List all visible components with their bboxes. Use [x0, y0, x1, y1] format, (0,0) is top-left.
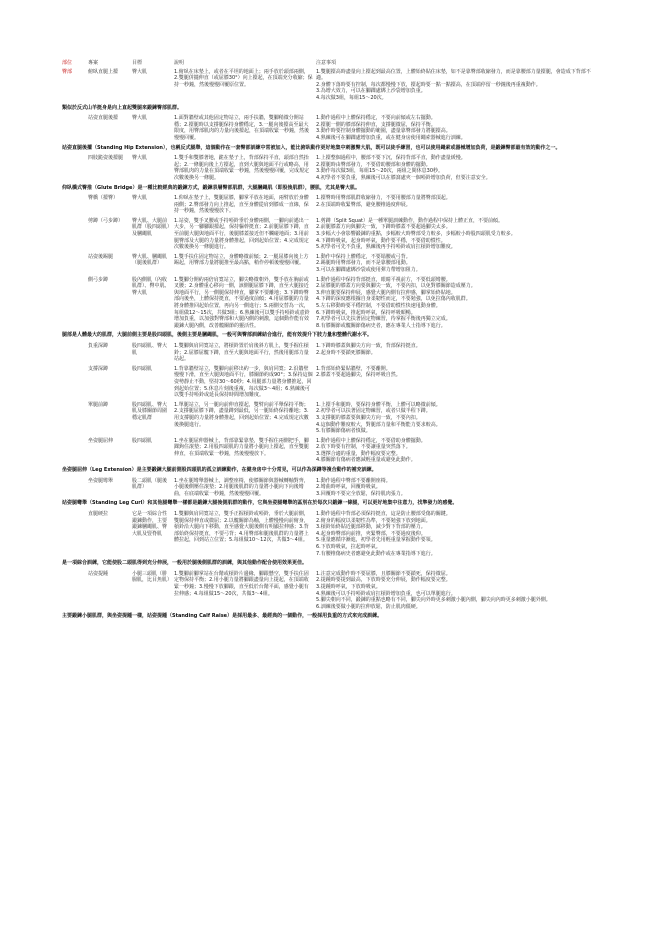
exercise-description: 1.雙手扶住固定物站立，身體略微前傾；2.一腿屈膝向後上方踢起，用臀部力量將腿推至最高點，稍作停頓後慢慢回覆。	[174, 253, 309, 267]
body-part-empty	[62, 343, 88, 363]
header-item: 專案	[88, 60, 99, 66]
exercise-name: 臀橋（擡臀）	[88, 195, 119, 202]
exercise-target: 臀大肌	[132, 155, 148, 162]
exercise-target: 臀大肌、大腿前肌群（股四頭肌）及膕繩肌	[132, 217, 170, 238]
exercise-notes: 1.擡臀時用臀部肌群收縮發力，不要用腰部力量將臀部頂起。 2.在頂端時收緊臀部，避免腰椎過度伸展。	[316, 195, 451, 208]
exercise-notes: 1.動作過程中背部必須保持挺直，這是防止腰部受傷的關鍵。 2.俯身的幅度以柔韌性為準，不要勉強下放到地面。 3.槓鈴始終貼近腿部移動，減少對下背部的壓力。 4.起身時臀部向前推，夾緊臀部，不要過度後仰。 5.重量應循序漸進，初學者先用輕重量掌握動作要領。 6.下放時吸氣，拉起時呼氣。 7.有腰椎傷病史者應避免此動作或在專業指導下進行。	[316, 511, 451, 557]
table-row	[62, 277, 600, 330]
exercise-description: 1.單腿站立，另一腿向前伸直擡起，雙臂向前平舉保持平衡；2.支撐腿屈膝下蹲，盡量蹲到最低，另一腿始終保持離地；3.用支撐腿的力量將身體推起，回到起始位置；4.完成規定次數後換腿進行。	[174, 401, 309, 428]
section-note: 主要鍛鍊小腿肌群，與坐姿提踵一樣，站姿提踵（Standing Calf Raise）是採用最多、最經典的一個動作，一般採用負重的方式來完成訓練。	[62, 613, 383, 620]
exercise-target: 它是一項綜合性鍛鍊動作，主要鍛鍊膕繩肌、臀大肌及豎脊肌	[132, 511, 168, 537]
exercise-table	[62, 60, 600, 624]
header-target: 目標	[132, 60, 143, 66]
exercise-notes: 1.上擡整個過程中，腰部不要下沉，保持背部平直，動作盡量緩慢。 2.擡腿時由臀部發力，不要借助腰部和身體的擺動。 3.動作每次做3組，每組15～20次，兩組之間休息30秒。 4.初學者不要負重，熟練後可以在膝窩處夾一個啞鈴增加負荷，但要注意安全。	[316, 155, 491, 181]
exercise-description: 1.站姿，雙手叉腰或手持啞鈴垂於身體兩側，一腳向前邁出一大步，另一腳腳跟擡起，保持軀幹挺直；2.前腿屈膝下蹲，直至前腿大腿與地面平行，後腿膝蓋接近但不觸碰地面；3.用前腿臀部及大腿的力量將身體推起，回到起始位置；4.完成規定次數後換另一條腿進行。	[174, 217, 309, 251]
body-part-empty	[62, 438, 88, 464]
exercise-description: 1.背靠牆壁站立，雙腳向前移出約一步，與肩同寬；2.沿牆壁慢慢下滑，直至大腿與地面平行，膝關節約成90°；3.保持這個姿勢靜止不動，堅持30～60秒；4.用腿部力量將身體推起，回到起始位置；5.休息片刻後重複，每次做3～4組；6.熟練後可以雙手持啞鈴或延長保持時間增加難度。	[174, 365, 313, 399]
table-row	[62, 115, 600, 141]
exercise-name: 俯臥直腿上擡	[88, 68, 119, 75]
header-notes: 注意事項	[316, 60, 337, 66]
header-part: 部位	[62, 60, 73, 66]
section-note: 坐姿腿屈伸（Leg Extension）是主要鍛鍊大腿前側股四頭肌的孤立訓練動作，在健身房中十分常見，可以作為深蹲等複合動作的補充訓練。	[62, 467, 377, 474]
table-row	[62, 343, 600, 363]
exercise-target: 股四頭肌、臀大肌	[132, 342, 168, 356]
body-part-empty	[62, 478, 88, 498]
exercise-description: 1.俯臥在床墊上，或者在平坦的地面上；兩手放於頭部兩側，2.雙腿併攏伸直（或屈膝30°）向上擡起，在頂端充分收縮；保持一秒鐘，然後慢慢回覆原位置。	[174, 68, 313, 88]
exercise-description: 1.仰臥在墊子上，雙腿屈膝，腳掌平放在地面，兩臂放於身體兩側；2.臀部發力向上推起，直至身體從肩到膝成一直線，保持一秒鐘，然後慢慢放下。	[174, 195, 309, 215]
section-note: 是一項綜合訓練，它能使股二頭肌得到充分伸展，一般用於腿後側肌群的訓練，與其他動作配合使用效果更佳。	[62, 560, 308, 567]
exercise-target: 臀大肌	[132, 115, 148, 122]
section-note: 站姿腿彎舉（Standing Leg Curl）和其他腿彎舉一樣都是鍛鍊大腿後側肌群的動作，它與坐姿腿彎舉的區別在於每次只鍛鍊一條腿，可以更好地集中注意力，找準發力的感覺。	[62, 500, 458, 507]
section-note: 仰臥橋式臀推（Glute Bridge）是一種比較經典的鍛鍊方式，鍛鍊表層臀部肌群，大腿膕繩肌（即股後肌群），腰肌，尤其是臀大肌。	[62, 184, 360, 191]
exercise-name: 側弓步蹲	[88, 276, 109, 283]
body-part-empty	[62, 402, 88, 435]
exercise-target: 股四頭肌、臀大肌及膝關節周圍穩定肌群	[132, 401, 168, 421]
exercise-notes: 1.剪蹲（Split Squat）是一種單腿訓練動作，動作過程中保持上體正直，不要前傾。 2.前腿膝蓋方向與腳尖一致，下蹲時膝蓋不要超過腳尖太多。 3.步幅大小會影響鍛鍊的重點，步幅較大時臀部受力較多，步幅較小時股四頭肌受力較多。 4.下蹲時吸氣，起身時呼氣，動作要平穩，不要借助慣性。 5.初學者可先不負重，熟練後再手持啞鈴或肩扛槓鈴增加難度。	[316, 217, 516, 251]
table-row	[62, 571, 600, 611]
exercise-name: 站姿直腿後擡	[88, 115, 119, 122]
table-row	[62, 195, 600, 215]
body-part-empty	[62, 366, 88, 399]
body-part-empty	[62, 115, 88, 141]
exercise-target: 小腿三頭肌（腓腸肌，比目魚肌）	[132, 570, 173, 584]
exercise-target: 股內側肌（內收肌群）、臀中肌、臀大肌	[132, 276, 170, 296]
exercise-name: 負重深蹲	[88, 342, 109, 349]
exercise-name: 坐姿腿屈伸	[88, 437, 114, 444]
exercise-target: 股四頭肌	[132, 437, 153, 444]
exercise-description: 1.坐在腿屈伸器械上，背部靠緊靠墊，雙手握住兩側把手，腳踝鉤住滾墊；2.用股四頭肌的力量將小腿向上擡起，直至雙腿伸直，在頂端收緊一秒鐘，然後慢慢放下。	[174, 437, 309, 457]
body-part-empty	[62, 195, 88, 215]
body-part-empty	[62, 511, 88, 557]
exercise-notes: 1.上擡手和腿時，要保持身體平衡，上體可以略微前傾。 2.初學者可以扶著固定物練習，或者只做半程下蹲。 3.支撐腿的膝蓋要與腳尖方向一致，不要內扣。 4.這個動作難度較大，對腿部力量和平衡能力要求較高。 5.有膝關節傷病者慎做。	[316, 401, 441, 435]
table-row	[62, 438, 600, 464]
body-part: 臀部	[62, 68, 73, 75]
exercise-description: 1.雙腳分開約兩倍肩寬站立，腳尖略微朝外，雙手放在胸前或叉腰；2.身體重心移向一側，該側腿屈膝下蹲，直至大腿接近與地面平行，另一側腿保持伸直，腳掌不要離地；3.下蹲時臀部向後坐，上體保持挺直，不要過度前傾；4.用屈膝腿的力量將身體推回起始位置，再向另一側進行；5.兩側交替為一次，每組做12～15次，共做3組；6.熟練後可以雙手持啞鈴或壺鈴增加負重，以加強對臀部和大腿內側的刺激，這個動作能有效鍛鍊大腿內側，改善髖關節的靈活性。	[174, 276, 310, 329]
exercise-description: 1.雙腳與肩同寬站立，雙手正握槓鈴或啞鈴，垂於大腿前側，雙腿保持伸直或微屈；2.以髖關節為軸，上體慢慢向前俯身，槓鈴沿大腿向下移動，直至感覺大腿後側有明顯拉伸感；3.背部始終保持挺直，不要弓背；4.用臀部和腿後肌群的力量將上體拉起，回到站立位置；5.每組做10～12次，共做3～4組。	[174, 511, 309, 544]
table-header-row	[62, 60, 600, 67]
section-note: 類似於反式山羊挺身是向上直起雙腿來鍛鍊臀部肌群。	[62, 104, 183, 111]
table-row	[62, 511, 600, 557]
exercise-description: 1.坐在腿彎舉器械上，調整座椅，使膝關節與器械轉軸對齊，小腿後側壓住滾墊；2.用腿後肌群的力量將小腿向下向後彎曲，在底端收緊一秒鐘，然後慢慢回覆。	[174, 477, 309, 497]
exercise-notes: 1.下蹲時膝蓋與腳尖方向一致，背部保持挺直。 2.起身時不要鎖死膝關節。	[316, 342, 421, 356]
exercise-name: 單腿前蹲	[88, 401, 109, 408]
body-part-empty	[62, 155, 88, 181]
table-row	[62, 218, 600, 251]
exercise-notes: 1.動作過程中保持背部挺直，眼睛平視前方，不要低頭彎腰。 2.屈膝腿的膝蓋方向要與腳尖一致，不要內扣，以免對膝關節造成壓力。 3.伸直腿要保持伸展，感覺大腿內側有拉伸感，腳掌始終貼地。 4.下蹲的深度應根據自身柔韌性而定，不要勉強，以免拉傷內收肌群。 5.左右移動時要平穩控制，不要借助慣性快速甩動身體。 6.下蹲時吸氣，推起時呼氣，保持呼吸順暢。 7.初學者可以先扶著固定物練習，待掌握平衡後再獨立完成。 8.有膝關節或髖關節傷病史者，應在專業人士指導下進行。	[316, 276, 476, 329]
exercise-notes: 1.動作過程中上體保持穩定，不要向前傾或左右擺動。 2.擡腿一側的膝部保持伸直，支撐腿微屈，保持平衡。 3.動作時要控制身體擺動的範圍，盡量靠臀部發力將腿擡高。 4.熟練後可在腳踝處增加負重，或在健身房使用繩索器械進行訓練。	[316, 115, 466, 141]
exercise-target: 臀大肌	[132, 68, 148, 75]
body-part-empty	[62, 571, 88, 611]
exercise-name: 四肢跪姿後擡腿	[88, 155, 124, 162]
exercise-notes: 1.動作過程中臀部不要離開座椅。 2.彎曲時呼氣，回覆時吸氣。 3.回覆時不要完全放鬆，保持肌肉張力。	[316, 477, 406, 497]
exercise-description: 1.面對牆壁或其他固定物站立，兩手扶牆，雙腳稍微分開站穩；2.擡腿時以支撐腿保持身體穩定，3.一腿向後擡高至最大限度，用臀部肌肉的力量向後擡起，在頂端收緊一秒鐘，然後慢慢回覆。	[174, 115, 310, 141]
exercise-target: 股四頭肌	[132, 365, 153, 372]
table-row	[62, 478, 600, 498]
exercise-description: 1.雙手和雙膝著地，跪在墊子上，背部保持平直，頭部自然抬起；2.一條腿向後上方擡起，直到大腿與地面平行或略高，用臀部肌肉的力量在頂端收緊一秒鐘，然後慢慢回覆，完成規定次數後換另一條腿。	[174, 155, 310, 181]
section-note: 腿部是人體最大的肌群，大腿前側主要是股四頭肌，後側主要是膕繩肌，一般可與臀部訓練結合進行，能有效提升下肢力量和整體代謝水平。	[62, 332, 373, 339]
exercise-description: 1.雙腳前腳掌站在台階或槓鈴片邊緣，腳跟懸空，雙手扶住固定物保持平衡；2.用小腿力量將腳跟盡量向上提起，在頂端收緊一秒鐘；3.慢慢下放腳跟，直至低於台階平面，感覺小腿有拉伸感；4.每組做15～20次，共做3～4組。	[174, 570, 309, 597]
exercise-name: 站姿提踵	[88, 570, 109, 577]
section-note: 站姿直腿後擡（Standing Hip Extension），也稱反式腿舉，這個動作在一套臀部訓練中常被加入，能比俯臥動作更好地集中刺激臀大肌，既可以徒手練習，也可以使用繩索或器械增加負荷，是鍛鍊臀部最有效的動作之一。	[62, 144, 561, 151]
header-description: 說明	[174, 60, 185, 66]
body-part-empty	[62, 277, 88, 330]
exercise-name: 剪蹲（弓步蹲）	[88, 217, 124, 224]
exercise-notes: 1.背部始終緊貼牆壁，不要離開。 2.膝蓋不要超過腳尖，保持呼吸自然。	[316, 365, 401, 379]
body-part-empty	[62, 254, 88, 274]
table-row	[62, 402, 600, 435]
exercise-name: 坐姿腿彎舉	[88, 477, 114, 484]
exercise-target: 臀大肌、膕繩肌（腿後肌群）	[132, 253, 168, 267]
exercise-notes: 1.雙腿擡高時盡量向上擡起到最高位置，上體始終貼住床墊，如不是靠臀部收縮發力，而是靠腰部力量擡腿，會造成下背部不適。 2.身體下落時要有控制，每次都慢慢下放，擡起時要一點一點擡高，在頂端停留一秒鐘後再重複動作。 3.為增大效力，可以在腳踝處綁上沙袋增加負重。 4.每次做3組，每組15～20次。	[316, 68, 591, 101]
exercise-name: 站姿後踢腿	[88, 253, 114, 260]
exercise-notes: 1.注意完成動作時不要屈膝，且膝關節不要鎖死，保持微屈。 2.提踵時要提到最高，下放時要充分伸展，動作幅度要完整。 3.提踵時呼氣，下放時吸氣。 4.熟練後可以手持啞鈴或肩扛槓鈴增加負重，也可以單腿進行。 5.腳尖朝向不同，鍛鍊的重點也略有不同，腳尖向外時更多刺激小腿內側，腳尖向內時更多刺激小腿外側。 6.訓練後要做小腿的拉伸放鬆，防止肌肉僵硬。	[316, 570, 551, 610]
exercise-description: 1.雙腳與肩同寬站立，將槓鈴置於肩後斜方肌上，雙手握住槓鈴；2.屈膝屈髖下蹲，直至大腿與地面平行，然後用腿部力量站起。	[174, 342, 309, 363]
table-row	[62, 69, 600, 102]
exercise-notes: 1.動作中保持上體穩定，不要塌腰或弓背。 2.踢腿時用臀部發力，而不是靠腰部甩動。 3.可以在腳踝處綁沙袋或使用彈力帶增加阻力。	[316, 253, 421, 274]
table-row	[62, 254, 600, 274]
exercise-target: 臀大肌	[132, 195, 148, 202]
table-row	[62, 366, 600, 399]
table-row	[62, 155, 600, 181]
exercise-name: 支撐深蹲	[88, 365, 109, 372]
exercise-target: 股二頭肌（腿後肌群）	[132, 477, 168, 491]
body-part-empty	[62, 218, 88, 251]
exercise-name: 直腿硬拉	[88, 511, 109, 518]
exercise-notes: 1.動作過程中上體保持穩定，不要借助身體擺動。 2.放下時要有控制，不要讓重量突然落下。 3.選擇合適的重量，動作幅度要完整。 4.膝關節有傷病者應減輕重量或避免此動作。	[316, 437, 426, 464]
